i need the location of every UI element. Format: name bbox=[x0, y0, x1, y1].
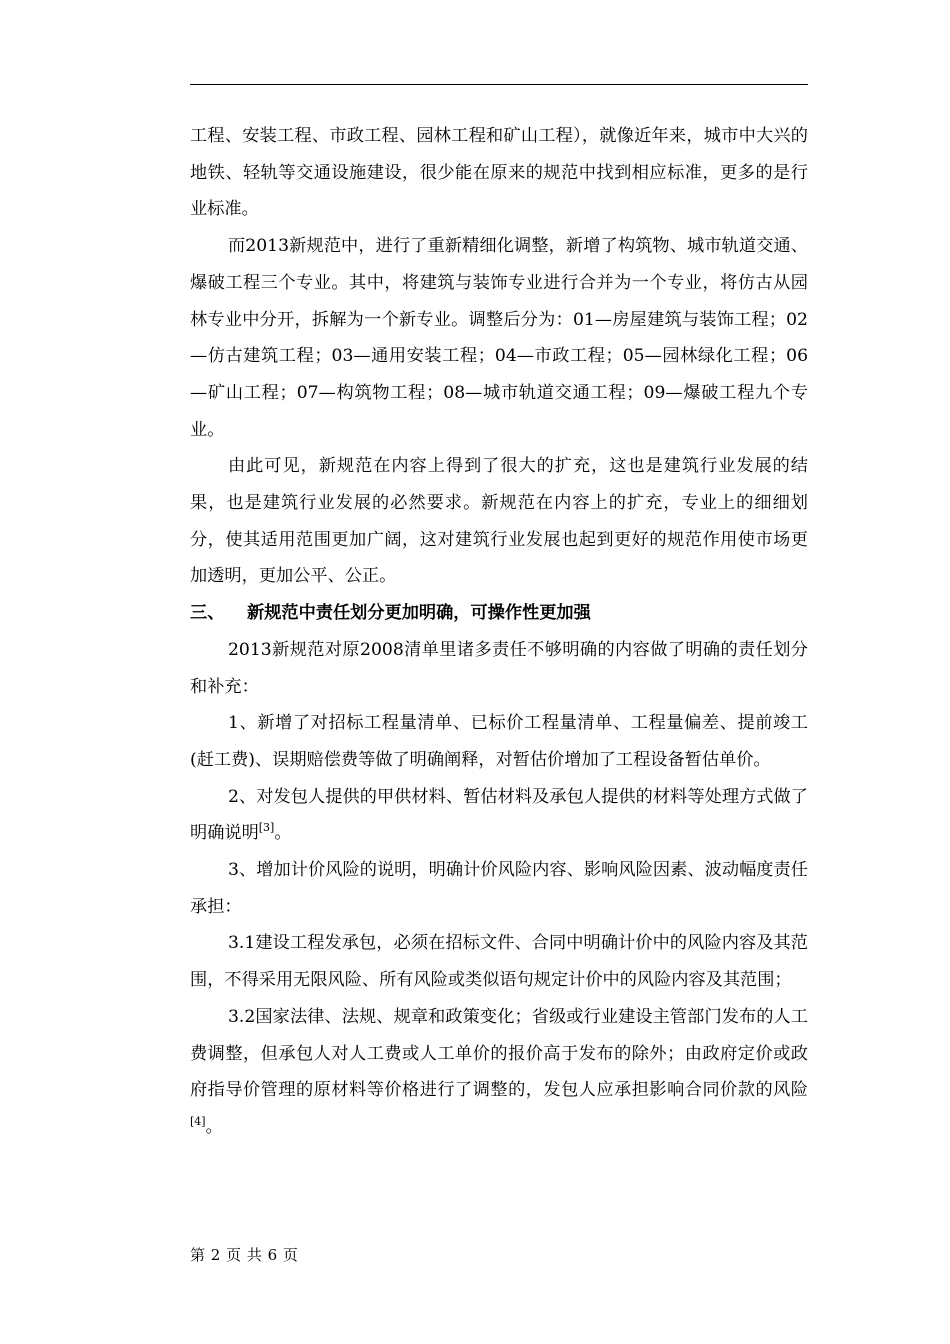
list-item-3-1: 3.1建设工程发承包，必须在招标文件、合同中明确计价中的风险内容及其范围，不得采用无限风险、所有风险或类似语句规定计价中的风险内容及其范围； bbox=[190, 933, 808, 991]
document-body bbox=[190, 118, 808, 1146]
list-item-2: 2、对发包人提供的甲供材料、暂估材料及承包人提供的材料等处理方式做了明确说明[3]。 bbox=[190, 786, 808, 844]
header-rule bbox=[190, 84, 808, 85]
list-item-3: 3、增加计价风险的说明，明确计价风险内容、影响风险因素、波动幅度责任承担： bbox=[190, 860, 808, 917]
citation-ref-3[interactable]: [3] bbox=[258, 821, 275, 835]
paragraph-conclusion: 由此可见，新规范在内容上得到了很大的扩充，这也是建筑行业发展的结果，也是建筑行业发展的必然要求。新规范在内容上的扩充，专业上的细细划分，使其适用范围更加广阔，这对建筑行业发展也起到更好的规范作用使市场更加透明，更加公平、公正。 bbox=[190, 456, 808, 587]
paragraph-continued: 工程、安装工程、市政工程、园林工程和矿山工程），就像近年来，城市中大兴的地铁、轻轨等交通设施建设，很少能在原来的规范中找到相应标准，更多的是行业标准。 bbox=[190, 126, 808, 220]
section-number: 三、 bbox=[190, 603, 225, 624]
list-item-1: 1、新增了对招标工程量清单、已标价工程量清单、工程量偏差、提前竣工(赶工费)、误期赔偿费等做了明确阐释，对暂估价增加了工程设备暂估单价。 bbox=[190, 713, 808, 770]
paragraph-new-specialties: 而2013新规范中，进行了重新精细化调整，新增了构筑物、城市轨道交通、爆破工程三个专业。其中，将建筑与装饰专业进行合并为一个专业，将仿古从园林专业中分开，拆解为一个新专业。调整后分为：01—房屋建筑与装饰工程；02—仿古建筑工程；03—通用安装工程；04—市政工程；05—园林绿化工程；06—矿山工程；07—构筑物工程；08—城市轨道交通工程；09—爆破工程九个专业。 bbox=[190, 236, 808, 440]
section-title: 新规范中责任划分更加明确，可操作性更加强 bbox=[247, 603, 591, 624]
citation-ref-4[interactable]: [4] bbox=[190, 1114, 206, 1128]
list-item-3-2: 3.2国家法律、法规、规章和政策变化；省级或行业建设主管部门发布的人工费调整，但承包人对人工费或人工单价的报价高于发布的除外；由政府定价或政府指导价管理的原材料等价格进行了调整的，发包人应承担影响合同价款的风险[4]。 bbox=[190, 1006, 808, 1137]
paragraph-intro: 2013新规范对原2008清单里诸多责任不够明确的内容做了明确的责任划分和补充： bbox=[190, 639, 808, 697]
page-footer: 第 2 页 共 6 页 bbox=[190, 1246, 299, 1264]
section-heading bbox=[190, 595, 808, 632]
